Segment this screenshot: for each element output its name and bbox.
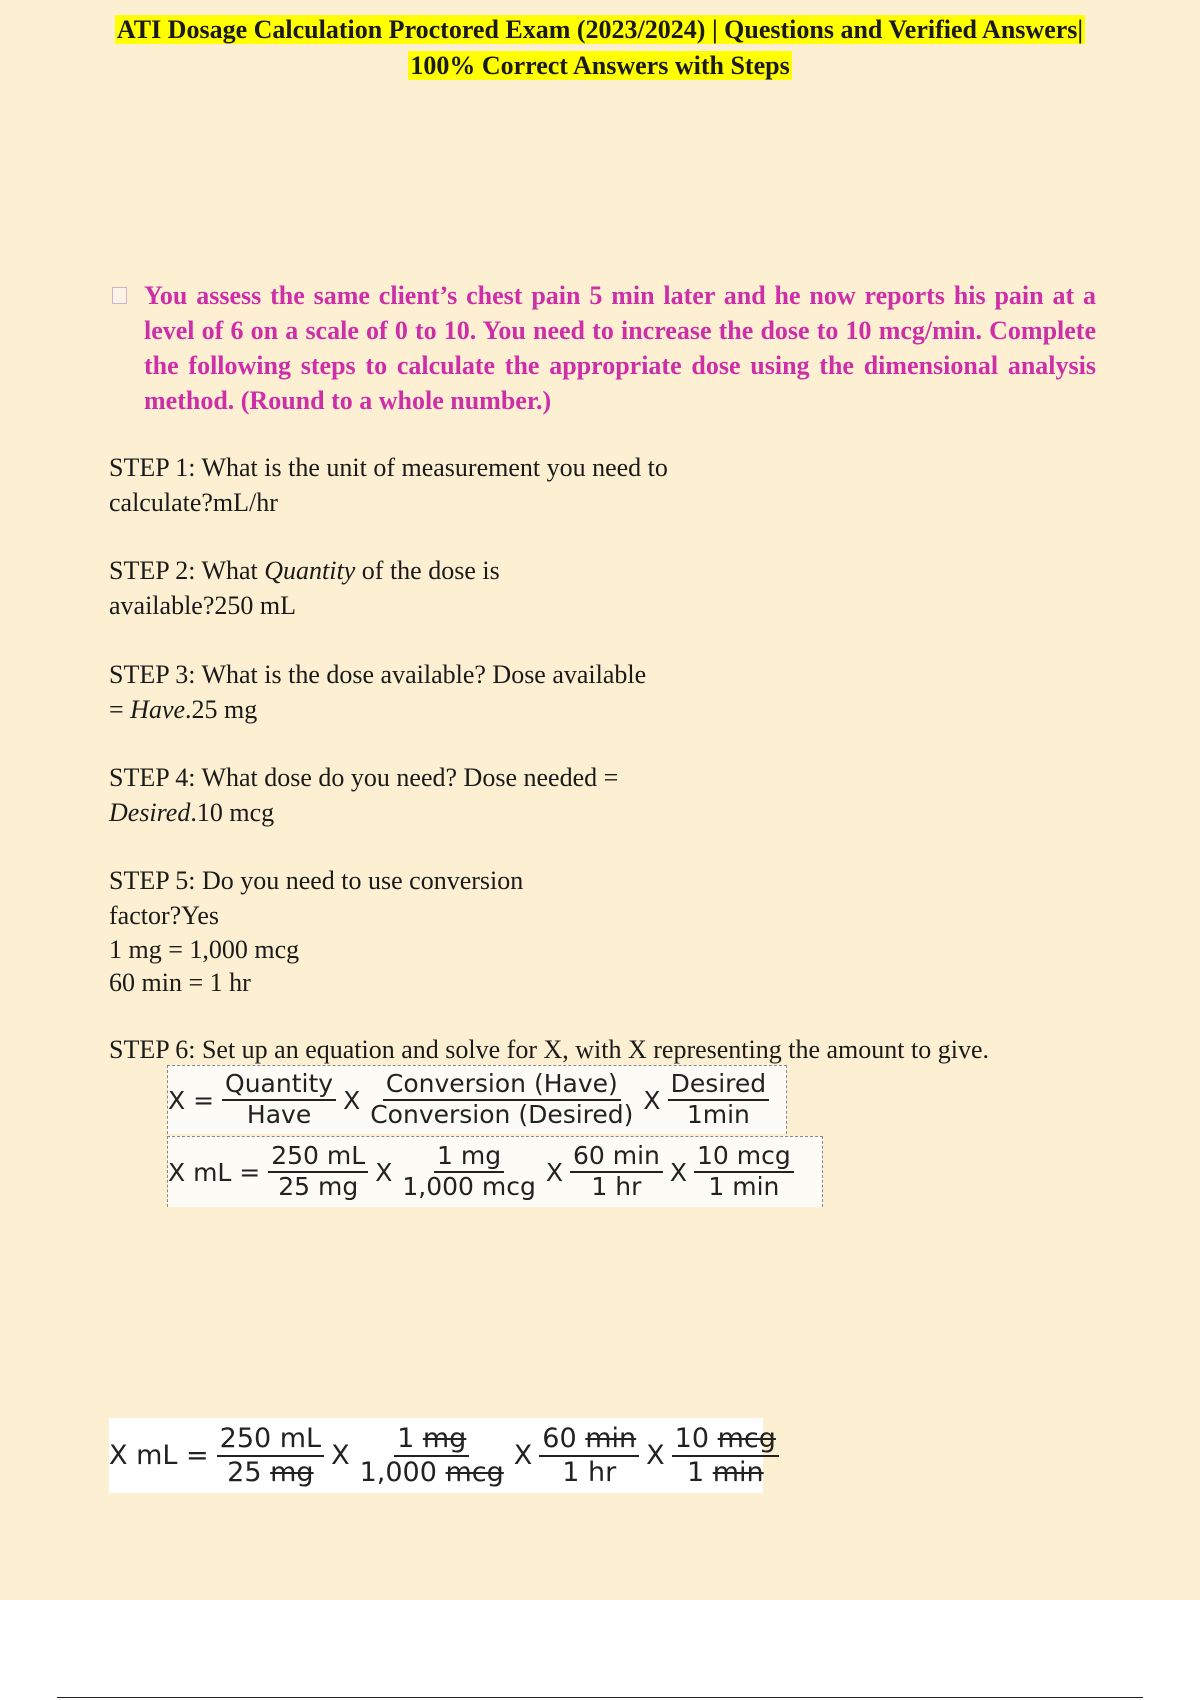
step-5-line-3: 1 mg = 1,000 mcg: [109, 935, 300, 964]
fraction-denominator: 1min: [686, 1100, 750, 1129]
value: 25: [227, 1456, 262, 1488]
fraction-numerator: 10 mcg: [694, 1142, 794, 1173]
fraction-desired: [668, 1070, 770, 1130]
cancelled-unit: mg: [270, 1456, 314, 1488]
fraction-denominator: [684, 1457, 767, 1488]
fraction-numerator: 250 mL: [268, 1142, 368, 1173]
question-item: [112, 278, 1096, 418]
fraction-numerator: [394, 1423, 469, 1456]
step-3-prefix: =: [109, 695, 131, 724]
step-3-italic: Have: [130, 695, 186, 724]
multiply-sign: X: [643, 1085, 661, 1115]
fraction-numerator: 60 min: [570, 1142, 663, 1173]
cancelled-units-formula: [109, 1418, 776, 1493]
step-4-suffix: .10 mcg: [190, 798, 275, 827]
cancelled-unit: mcg: [717, 1423, 776, 1455]
step-4: [109, 760, 618, 830]
value: 1: [397, 1423, 415, 1455]
step-5-line-4: 60 min = 1 hr: [109, 968, 251, 997]
fraction-denominator: Have: [246, 1100, 312, 1129]
value: 10: [674, 1423, 710, 1455]
step-4-line-2: [109, 795, 618, 830]
fraction-denominator: 1,000 mcg: [402, 1172, 536, 1201]
step-3-line-1: STEP 3: What is the dose available? Dose available: [109, 660, 647, 689]
fraction-numerator: Conversion (Have): [383, 1070, 621, 1101]
general-formula: [167, 1065, 787, 1134]
fraction-numerator: 1 mg: [434, 1142, 504, 1173]
cancelled-unit: mcg: [445, 1456, 504, 1488]
fraction-denominator: 25 mg: [278, 1172, 359, 1201]
step-2-prefix: STEP 2: What: [109, 556, 265, 585]
fraction-denominator: Conversion (Desired): [370, 1100, 634, 1129]
step-1-line-1: STEP 1: What is the unit of measurement you need to: [109, 453, 668, 482]
step-2-italic: Quantity: [264, 556, 356, 585]
fraction-numerator: [539, 1423, 639, 1456]
fraction-quantity-have: [222, 1070, 336, 1130]
fraction-mcg-min: [672, 1423, 779, 1487]
value: 1,000: [359, 1456, 437, 1488]
multiply-sign: X: [375, 1157, 393, 1187]
step-5-line-2: factor?Yes: [109, 901, 219, 930]
cancelled-unit: mg: [422, 1423, 467, 1455]
step-5-line-1: STEP 5: Do you need to use conversion: [109, 866, 524, 895]
question-text: You assess the same client’s chest pain 5 min later and he now reports his pain at a level of 6 on a scale of 0 to 10. You need to increase the dose to 10 mcg/min. Complete the following steps to calculate the appropriate dose using the dimensional analysis method. (Round to a whole number.): [144, 281, 1096, 415]
value: 1: [686, 1456, 705, 1488]
numeric-formula-lhs: X mL =: [168, 1157, 261, 1187]
step-2-suffix: of the dose is: [355, 556, 500, 585]
step-1-line-2: calculate?mL/hr: [109, 488, 278, 517]
fraction-denominator: 1 hr: [562, 1456, 617, 1488]
step-4-line-1: STEP 4: What dose do you need? Dose needed =: [109, 763, 619, 792]
fraction-numerator: Desired: [668, 1070, 770, 1101]
cancel-formula-lhs: X mL =: [109, 1440, 209, 1471]
value: 60: [542, 1423, 577, 1455]
footer-rule: [57, 1697, 1143, 1698]
step-3-line-2: [109, 692, 646, 727]
fraction-denominator: [224, 1457, 316, 1488]
step-6-heading: STEP 6: Set up an equation and solve for X, with X representing the amount to give.: [109, 1035, 989, 1064]
multiply-sign: X: [646, 1440, 665, 1471]
checkbox-icon[interactable]: [112, 287, 127, 304]
document-title: [0, 12, 1200, 84]
step-2-line-1: [109, 553, 500, 588]
fraction-numerator: [672, 1423, 779, 1456]
multiply-sign: X: [331, 1440, 350, 1471]
general-formula-lhs: X =: [168, 1085, 215, 1115]
fraction-denominator: [357, 1457, 507, 1488]
fraction-volume-dose: [268, 1142, 368, 1202]
step-5: [109, 863, 523, 999]
fraction-denominator: 1 min: [708, 1172, 780, 1201]
step-1: [109, 450, 668, 520]
step-2-line-2: available?250 mL: [109, 591, 296, 620]
title-highlight-2: 100% Correct Answers with Steps: [410, 51, 790, 80]
title-line-2: [0, 48, 1200, 84]
fraction-numerator: 250 mL: [217, 1423, 324, 1456]
step-3: [109, 657, 646, 727]
fraction-conversion: [367, 1070, 636, 1130]
cancelled-unit: min: [585, 1423, 637, 1455]
multiply-sign: X: [545, 1157, 563, 1187]
fraction-mg-mcg: [399, 1142, 538, 1202]
fraction-numerator: Quantity: [222, 1070, 336, 1101]
fraction-min-hr: [539, 1423, 639, 1487]
fraction-denominator: 1 hr: [591, 1172, 642, 1201]
fraction-min-hr: [570, 1142, 663, 1202]
fraction-volume-dose: [217, 1423, 324, 1487]
multiply-sign: X: [669, 1157, 688, 1187]
step-2: [109, 553, 500, 623]
cancelled-unit: min: [712, 1456, 764, 1488]
title-line-1: [0, 12, 1200, 48]
step-4-italic: Desired: [109, 798, 191, 827]
fraction-mg-mcg: [357, 1423, 507, 1487]
step-3-suffix: .25 mg: [185, 695, 258, 724]
fraction-mcg-min: [694, 1142, 794, 1202]
multiply-sign: X: [343, 1085, 361, 1115]
numeric-formula: [167, 1136, 823, 1207]
multiply-sign: X: [513, 1440, 533, 1471]
title-highlight-1: ATI Dosage Calculation Proctored Exam (2023/2024) | Questions and Verified Answers|: [116, 15, 1084, 44]
